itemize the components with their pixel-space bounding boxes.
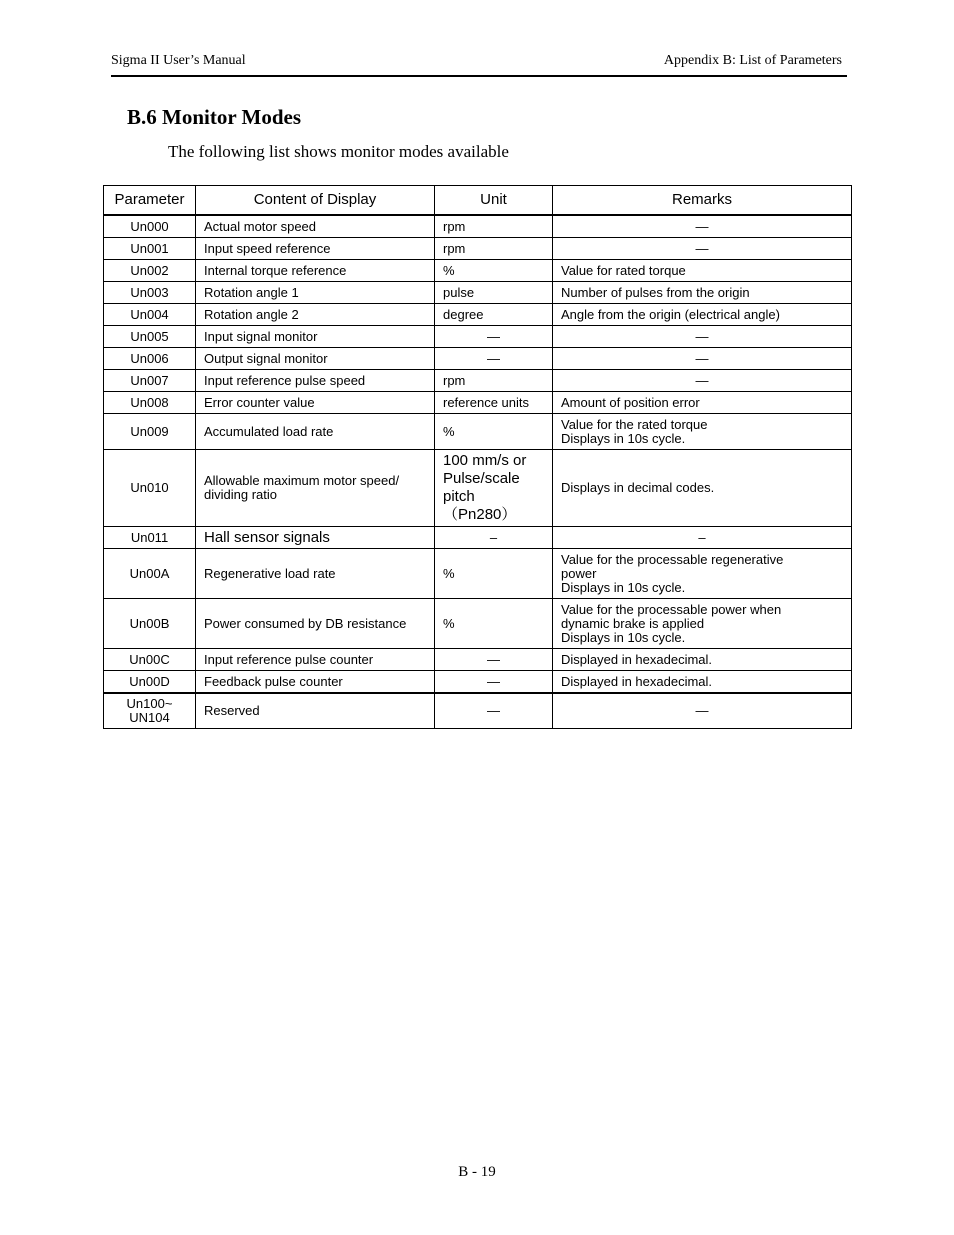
- unit-cell: rpm: [435, 215, 553, 238]
- unit-cell: pulse: [435, 282, 553, 304]
- remarks-cell: —: [553, 370, 852, 392]
- content-cell: Hall sensor signals: [196, 527, 435, 549]
- table-row: [104, 282, 852, 304]
- remarks-cell: –: [553, 527, 852, 549]
- remarks-cell: —: [553, 348, 852, 370]
- unit-cell: rpm: [435, 238, 553, 260]
- table-row: [104, 238, 852, 260]
- param-cell: Un00D: [104, 671, 196, 694]
- table-row: [104, 649, 852, 671]
- unit-cell: %: [435, 599, 553, 649]
- table-header-row: [104, 186, 852, 216]
- remarks-cell: Value for rated torque: [553, 260, 852, 282]
- table-row: [104, 392, 852, 414]
- content-cell: Input speed reference: [196, 238, 435, 260]
- header-parameter: Parameter: [104, 186, 196, 216]
- param-cell: Un000: [104, 215, 196, 238]
- table-row: [104, 326, 852, 348]
- param-cell: Un001: [104, 238, 196, 260]
- remarks-cell: —: [553, 238, 852, 260]
- header-remarks: Remarks: [553, 186, 852, 216]
- content-cell: Reserved: [196, 693, 435, 729]
- param-cell: Un003: [104, 282, 196, 304]
- table-row: [104, 527, 852, 549]
- remarks-cell: Displayed in hexadecimal.: [553, 649, 852, 671]
- remarks-cell: —: [553, 215, 852, 238]
- content-cell: Feedback pulse counter: [196, 671, 435, 694]
- unit-cell: —: [435, 326, 553, 348]
- table-row: [104, 599, 852, 649]
- content-cell: Allowable maximum motor speed/ dividing ratio: [196, 450, 435, 527]
- unit-cell: %: [435, 549, 553, 599]
- header-content: Content of Display: [196, 186, 435, 216]
- unit-cell: degree: [435, 304, 553, 326]
- unit-cell: %: [435, 414, 553, 450]
- remarks-cell: —: [553, 326, 852, 348]
- content-cell: Input reference pulse counter: [196, 649, 435, 671]
- table-row: [104, 215, 852, 238]
- content-cell: Input signal monitor: [196, 326, 435, 348]
- section-title: B.6 Monitor Modes: [127, 105, 302, 129]
- unit-cell: rpm: [435, 370, 553, 392]
- content-cell: Regenerative load rate: [196, 549, 435, 599]
- param-cell: Un011: [104, 527, 196, 549]
- manual-title: Sigma II User’s Manual: [111, 53, 246, 68]
- unit-cell: 100 mm/s or Pulse/scale pitch （Pn280）: [435, 450, 553, 527]
- monitor-modes-table: [103, 185, 852, 729]
- remarks-cell: Displays in decimal codes.: [553, 450, 852, 527]
- page-header: [111, 51, 847, 77]
- unit-cell: –: [435, 527, 553, 549]
- content-cell: Rotation angle 2: [196, 304, 435, 326]
- content-cell: Internal torque reference: [196, 260, 435, 282]
- param-cell: Un100~ UN104: [104, 693, 196, 729]
- param-cell: Un008: [104, 392, 196, 414]
- unit-cell: —: [435, 348, 553, 370]
- content-cell: Output signal monitor: [196, 348, 435, 370]
- remarks-cell: Number of pulses from the origin: [553, 282, 852, 304]
- content-cell: Power consumed by DB resistance: [196, 599, 435, 649]
- param-cell: Un002: [104, 260, 196, 282]
- remarks-cell: Angle from the origin (electrical angle): [553, 304, 852, 326]
- chapter-title: Appendix B: List of Parameters: [663, 53, 842, 68]
- param-cell: Un004: [104, 304, 196, 326]
- table-row: [104, 260, 852, 282]
- page-number: B - 19: [458, 1164, 496, 1180]
- table-row: [104, 414, 852, 450]
- param-cell: Un010: [104, 450, 196, 527]
- unit-cell: —: [435, 693, 553, 729]
- unit-cell: %: [435, 260, 553, 282]
- remarks-cell: —: [553, 693, 852, 729]
- remarks-cell: Value for the rated torque Displays in 10s cycle.: [553, 414, 852, 450]
- param-cell: Un007: [104, 370, 196, 392]
- remarks-cell: Value for the processable power when dynamic brake is applied Displays in 10s cycle.: [553, 599, 852, 649]
- table-row: [104, 370, 852, 392]
- table-row: [104, 348, 852, 370]
- param-cell: Un00A: [104, 549, 196, 599]
- table-row: [104, 671, 852, 694]
- content-cell: Error counter value: [196, 392, 435, 414]
- table-row: [104, 304, 852, 326]
- unit-cell: —: [435, 649, 553, 671]
- param-cell: Un009: [104, 414, 196, 450]
- table-row: [104, 549, 852, 599]
- unit-cell: —: [435, 671, 553, 694]
- remarks-cell: Value for the processable regenerative power Displays in 10s cycle.: [553, 549, 852, 599]
- remarks-cell: Displayed in hexadecimal.: [553, 671, 852, 694]
- remarks-cell: Amount of position error: [553, 392, 852, 414]
- content-cell: Input reference pulse speed: [196, 370, 435, 392]
- intro-text: The following list shows monitor modes available: [168, 142, 509, 161]
- table-row: [104, 450, 852, 527]
- header-unit: Unit: [435, 186, 553, 216]
- content-cell: Actual motor speed: [196, 215, 435, 238]
- content-cell: Rotation angle 1: [196, 282, 435, 304]
- table-row: [104, 693, 852, 729]
- param-cell: Un00B: [104, 599, 196, 649]
- content-cell: Accumulated load rate: [196, 414, 435, 450]
- unit-cell: reference units: [435, 392, 553, 414]
- param-cell: Un006: [104, 348, 196, 370]
- param-cell: Un00C: [104, 649, 196, 671]
- param-cell: Un005: [104, 326, 196, 348]
